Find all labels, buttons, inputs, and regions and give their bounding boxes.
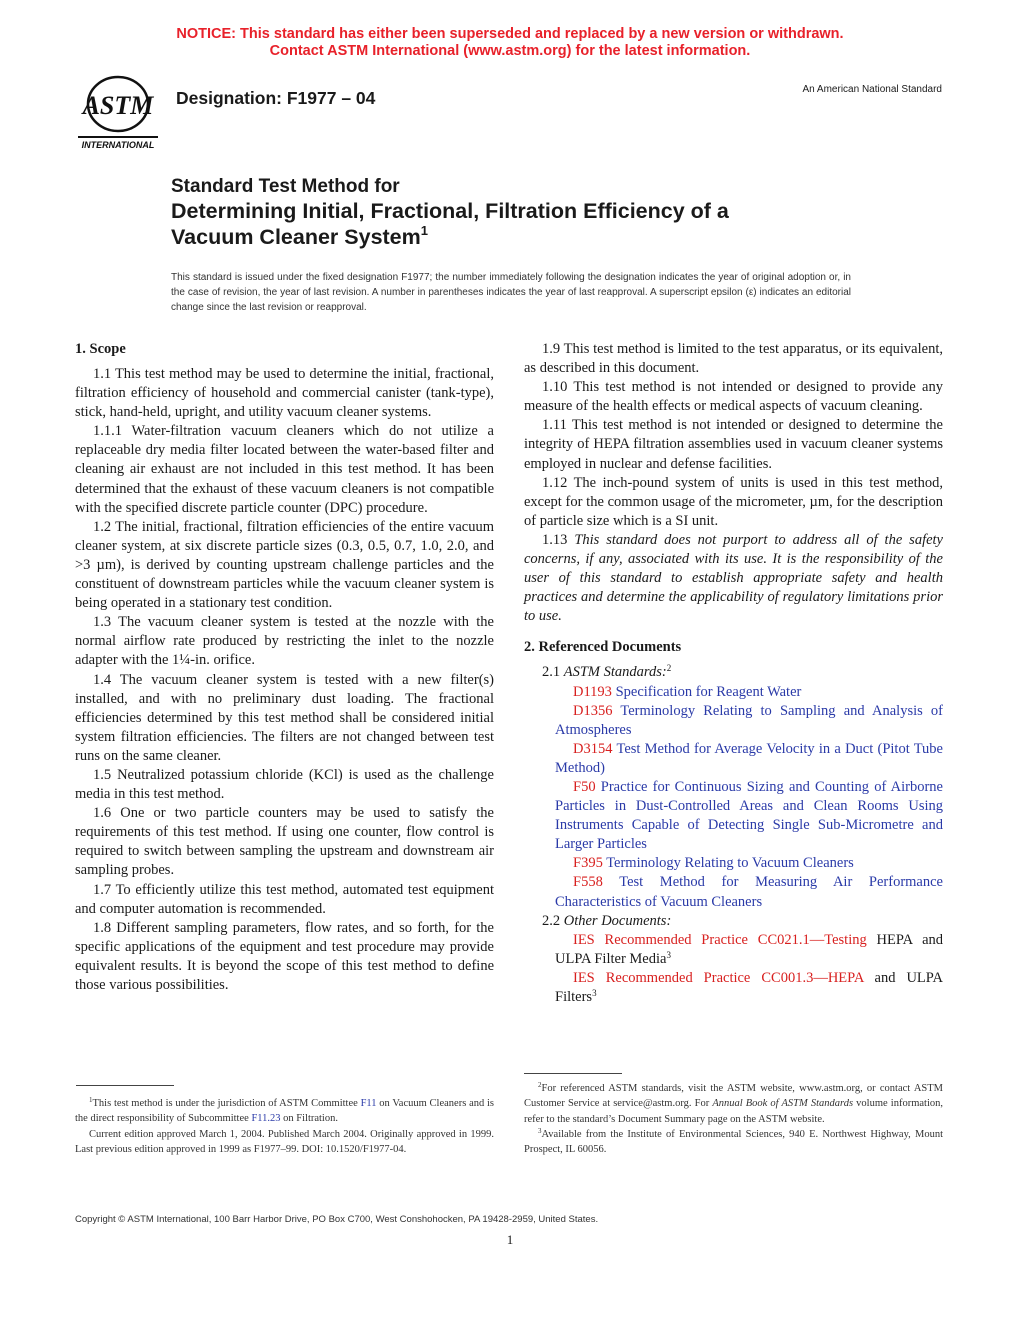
designation: Designation: F1977 – 04: [176, 88, 376, 108]
footnote-1: $^1$This test method is under the jurisdiction of ASTM Committee F11 on Vacuum Cleaners and is the direct responsibility of Subcommittee F11.23 on Filtration.: [75, 1096, 495, 1125]
para-1-4: 1.4 The vacuum cleaner system is tested with a new filter(s) installed, and with no preliminary dust loading. The fractional efficiencies determined by this test method shall be considered initial system filtration efficiencies. The filters are not changed between test runs on the same cleaner.: [75, 671, 494, 764]
copyright: Copyright © ASTM International, 100 Barr Harbor Drive, PO Box C700, West Conshohocken, PA 19428-2959, United States.: [75, 1214, 599, 1225]
title-line-2: Vacuum Cleaner System$^1$: [171, 223, 428, 249]
footnote-3: $^3$Available from the Institute of Environmental Sciences, 940 E. Northwest Highway, Mount Prospect, IL 60056.: [524, 1126, 943, 1156]
para-1-3: 1.3 The vacuum cleaner system is tested at the nozzle with the normal airflow rate produced by restricting the inlet to the nozzle adapter with the 1¼-in. orifice.: [75, 614, 494, 669]
para-1-8: 1.8 Different sampling parameters, flow rates, and so forth, for the specific applications of the equipment and test procedure may provide equivalent results. It is beyond the scope of this test method to define those various possibilities.: [75, 919, 494, 993]
scope-heading: 1. Scope: [75, 341, 126, 357]
ref-f50[interactable]: F50 Practice for Continuous Sizing and Counting of Airborne Particles in Dust-Controlled Areas and Clean Rooms Using Instruments Capable of Detecting Single Sub-Micrometre and Larger Particles: [555, 778, 943, 853]
logo-subtext: INTERNATIONAL: [81, 140, 155, 150]
ref-f395[interactable]: F395 Terminology Relating to Vacuum Cleaners: [573, 855, 854, 872]
para-1-7: 1.7 To efficiently utilize this test method, automated test equipment and computer automation is recommended.: [75, 881, 494, 917]
para-1-12: 1.12 The inch-pound system of units is used in this test method, except for the common usage of the micrometer, µm, for the description of particle size which is a SI unit.: [524, 474, 943, 529]
para-1-1-1: 1.1.1 Water-filtration vacuum cleaners which do not utilize a replaceable dry media filter located between the water-based filter and cleaning air exhaust are not included in this test method. It has been determined that the exhaust of these vacuum cleaners is not compatible with the specified discrete particle counter (DPC) procedure.: [75, 423, 494, 516]
para-1-13: 1.13 This standard does not purport to address all of the safety concerns, if any, associated with its use. It is the responsibility of the user of this standard to establish appropriate safety and health practices and determine the applicability of regulatory limitations prior to use.: [524, 531, 943, 625]
ref-d1193[interactable]: D1193 Specification for Reagent Water: [573, 683, 802, 700]
issued-statement: This standard is issued under the fixed designation F1977; the number immediately following the designation indicates the year of original adoption or, in the case of revision, the year of last revision. A number in parentheses indicates the year of last reapproval. A superscript epsilon (ε) indicates an editorial change since the last revision or reapproval.: [171, 272, 851, 313]
footnotes-right: [524, 1081, 943, 1157]
para-1-11: 1.11 This test method is not intended or designed to determine the integrity of HEPA filtration assemblies used in vacuum cleaner systems employed in nuclear and defense facilities.: [524, 417, 943, 472]
notice-line-1: NOTICE: This standard has either been superseded and replaced by a new version or withdrawn.: [176, 26, 844, 42]
para-1-6: 1.6 One or two particle counters may be used to satisfy the requirements of this test method. If using one counter, flow control is required to switch between sampling the upstream and downstream air sampling probes.: [75, 805, 494, 879]
ref-f558[interactable]: F558 Test Method for Measuring Air Performance Characteristics of Vacuum Cleaners: [555, 874, 943, 910]
title-line-1: Determining Initial, Fractional, Filtration Efficiency of a: [171, 199, 729, 223]
ref-ies-cc021[interactable]: IES Recommended Practice CC021.1—Testing HEPA and ULPA Filter Media$^3$: [555, 931, 944, 967]
astm-logo-icon: [72, 74, 164, 154]
ref-ies-cc001[interactable]: IES Recommended Practice CC001.3—HEPA and ULPA Filters$^3$: [555, 969, 943, 1005]
footnotes-left: [75, 1096, 494, 1157]
para-1-10: 1.10 This test method is not intended or designed to provide any measure of the health effects or medical aspects of vacuum cleaning.: [524, 379, 943, 415]
astm-logo: [72, 74, 164, 154]
footnote-2: $^2$For referenced ASTM standards, visit the ASTM website, www.astm.org, or contact ASTM Customer Service at service@astm.org. For Annual Book of ASTM Standards volume information, refer to the standard’s Document Summary page on the ASTM website.: [524, 1081, 943, 1125]
right-column: [524, 340, 943, 1007]
para-1-5: 1.5 Neutralized potassium chloride (KCl) is used as the challenge media in this test method.: [75, 766, 494, 803]
other-documents-label: 2.2 Other Documents:: [542, 912, 672, 929]
para-1-9: 1.9 This test method is limited to the test apparatus, or its equivalent, as described in this document.: [524, 341, 943, 377]
logo-letters: ASTM: [82, 91, 154, 120]
footnote-1-edition: Current edition approved March 1, 2004. Published March 2004. Originally approved in 1999. Last previous edition approved in 1999 as F1977–99. DOI: 10.1520/F1977-04.: [75, 1128, 494, 1155]
american-national-standard: An American National Standard: [802, 84, 942, 95]
left-column: [75, 340, 494, 995]
notice-banner: [0, 26, 1020, 60]
astm-standards-label: 2.1 ASTM Standards:$^2$: [542, 663, 672, 681]
page-number: 1: [506, 1232, 514, 1247]
notice-line-2: Contact ASTM International (www.astm.org) for the latest information.: [269, 43, 751, 59]
referenced-documents-heading: 2. Referenced Documents: [524, 639, 682, 656]
footnote-divider-right: [524, 1073, 622, 1074]
para-1-2: 1.2 The initial, fractional, filtration efficiencies of the entire vacuum cleaner system, at six discrete particle sizes (0.3, 0.5, 0.7, 1.0, 2.0, and >3 µm), is derived by counting upstream challenge particles and the constituent of downstream particles while the vacuum cleaner system is being operated in a stationary test condition.: [75, 518, 494, 612]
ref-d3154[interactable]: D3154 Test Method for Average Velocity in a Duct (Pitot Tube Method): [555, 740, 943, 776]
ref-d1356[interactable]: D1356 Terminology Relating to Sampling and Analysis of Atmospheres: [555, 702, 943, 738]
document-title: [171, 175, 941, 250]
para-1-1: 1.1 This test method may be used to determine the initial, fractional, filtration efficiency of household and commercial canister (tank-type), stick, hand-held, upright, and utility vacuum cleaner systems.: [75, 366, 494, 421]
footnote-divider-left: [76, 1085, 174, 1086]
title-footnote-mark: 1: [420, 223, 428, 238]
title-main: [171, 198, 941, 250]
link-f11[interactable]: F11: [360, 1098, 377, 1109]
link-f11-23[interactable]: F11.23: [251, 1113, 281, 1125]
title-pre: Standard Test Method for: [171, 176, 400, 197]
